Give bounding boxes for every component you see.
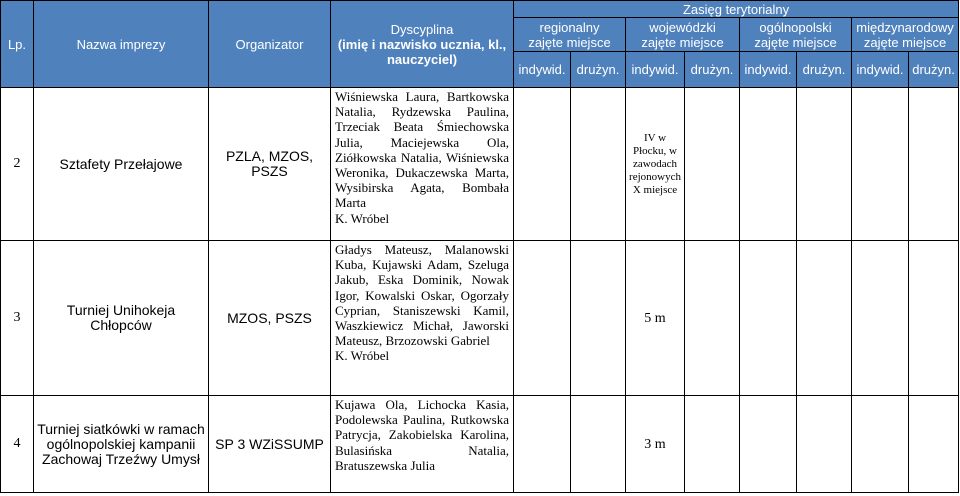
header-lp: Lp.	[1, 1, 34, 88]
header-level-regional: regionalny zajęte miejsce	[514, 18, 626, 52]
event-name: Sztafety Przełajowe	[34, 88, 209, 241]
event-name: Turniej Unihokeja Chłopców	[34, 241, 209, 396]
header-level-international: międzynarodowy zajęte miejsce	[852, 18, 959, 52]
header-scope: Zasięg terytorialny	[514, 1, 959, 18]
organizer: SP 3 WZiSSUMP	[209, 396, 331, 493]
teacher: K. Wróbel	[335, 210, 390, 226]
header-discipline-subtitle: (imię i nazwisko ucznia, kl., nauczyciel)	[337, 36, 507, 67]
teacher: K. Wróbel	[335, 348, 390, 364]
header-individual: indywid.	[852, 52, 909, 88]
header-team: drużyn.	[685, 52, 740, 88]
participants	[331, 88, 514, 241]
participant-list: Wiśniewska Laura, Bartkowska Natalia, Rydzewska Paulina, Trzeciak Beata Śmiechowska Julia, Maciejewska Ola, Ziółkowska Natalia, Wiśniewska Weronika, Dukaczewska Marta, Wysibirska Agata, Bombała Marta	[335, 89, 509, 211]
header-level-national: ogólnopolski zajęte miejsce	[740, 18, 852, 52]
table-row	[1, 396, 959, 493]
participant-list: Kujawa Ola, Lichocka Kasia, Podolewska Paulina, Rutkowska Patrycja, Zakobielska Karolina, Bulasińska Natalia, Bratuszewska Julia	[335, 397, 509, 473]
header-individual: indywid.	[626, 52, 685, 88]
organizer: PZLA, MZOS, PSZS	[209, 88, 331, 241]
row-number: 2	[1, 88, 34, 241]
table-row	[1, 88, 959, 241]
placement: 5 m	[626, 241, 685, 396]
header-discipline-title: Dyscyplina	[390, 21, 454, 37]
organizer: MZOS, PSZS	[209, 241, 331, 396]
participants	[331, 241, 514, 396]
header-event-name: Nazwa imprezy	[34, 1, 209, 88]
header-individual: indywid.	[514, 52, 571, 88]
header-organizer: Organizator	[209, 1, 331, 88]
event-name: Turniej siatkówki w ramach ogólnopolskiej kampanii Zachowaj Trzeźwy Umysł	[34, 396, 209, 493]
placement: 3 m	[626, 396, 685, 493]
header-discipline	[331, 1, 514, 88]
placement: IV w Płocku, w zawodach rejonowych X miejsce	[626, 88, 685, 241]
header-individual: indywid.	[740, 52, 797, 88]
table-row	[1, 241, 959, 396]
header-team: drużyn.	[571, 52, 626, 88]
row-number: 4	[1, 396, 34, 493]
row-number: 3	[1, 241, 34, 396]
header-team: drużyn.	[797, 52, 852, 88]
participant-list: Gładys Mateusz, Malanowski Kuba, Kujawski Adam, Szeluga Jakub, Eska Dominik, Nowak Igor, Kowalski Oskar, Ogorzały Cyprian, Staniszewski Kamil, Waszkiewicz Michał, Jaworski Mateusz, Brzozowski Gabriel	[335, 242, 509, 349]
header-level-voivodeship: wojewódzki zajęte miejsce	[626, 18, 740, 52]
participants	[331, 396, 514, 493]
header-team: drużyn.	[909, 52, 959, 88]
